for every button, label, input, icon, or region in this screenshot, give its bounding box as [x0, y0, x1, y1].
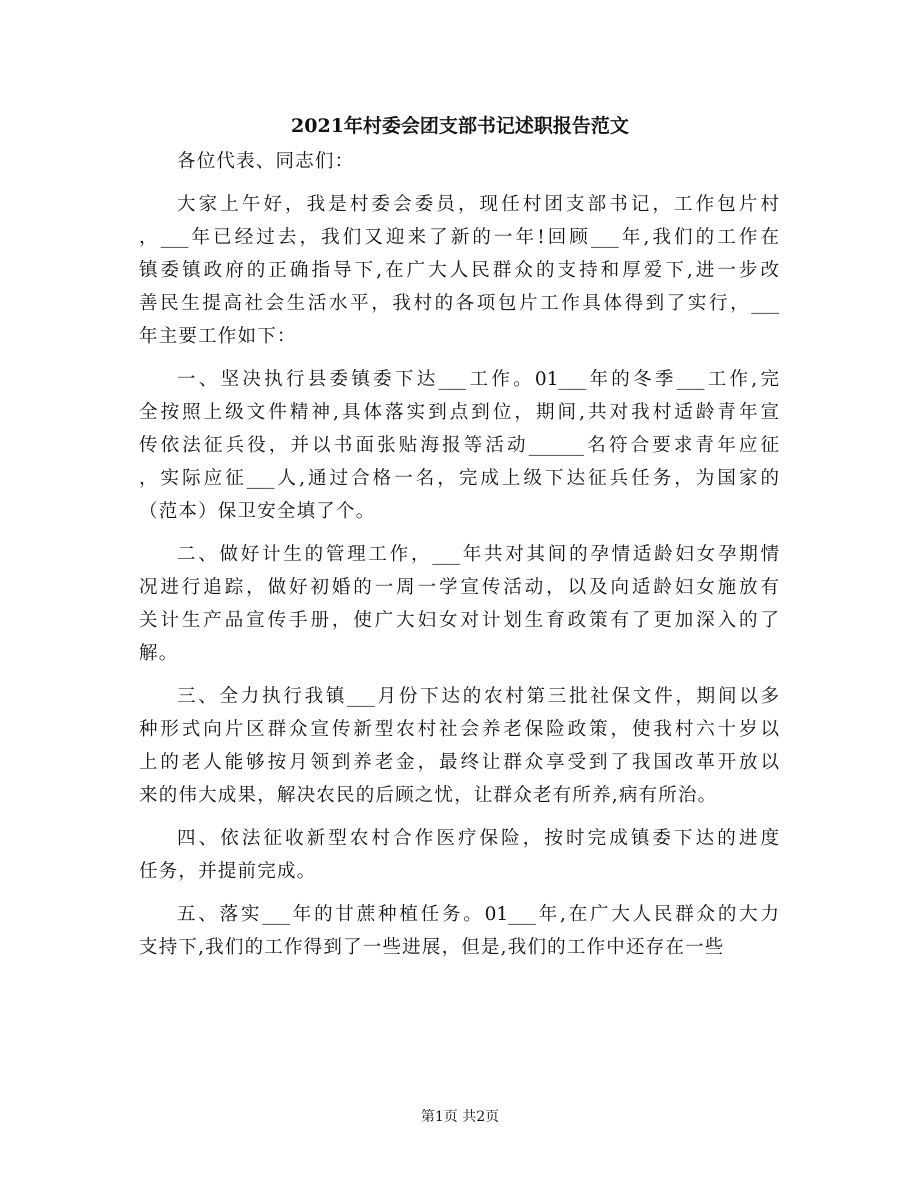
paragraph-line: 三、全力执行我镇___月份下达的农村第三批社保文件，期间以多: [177, 686, 779, 707]
paragraph: [139, 145, 779, 178]
paragraph-gap: [139, 888, 779, 898]
paragraph: [139, 363, 779, 528]
paragraph-line: 上的老人能够按月领到养老金，最终让群众享受到了我国改革开放以: [139, 752, 779, 773]
paragraph-line: 支持下,我们的工作得到了一些进展，但是,我们的工作中还存在一些: [139, 937, 725, 958]
paragraph: [139, 188, 779, 353]
paragraph-line: 善民生提高社会生活水平，我村的各项包片工作具体得到了实行，___: [139, 293, 779, 314]
paragraph-line: 关计生产品宣传手册，使广大妇女对计划生育政策有了更加深入的了: [139, 610, 779, 631]
paragraph-gap: [139, 528, 779, 538]
paragraph-gap: [139, 178, 779, 188]
paragraph: [139, 538, 779, 670]
paragraph-line: （范本）保卫安全填了个。: [139, 501, 376, 522]
paragraph: [139, 898, 779, 964]
paragraph-line: 传依法征兵役，并以书面张贴海报等活动______名符合要求青年应征: [139, 435, 779, 456]
paragraph-line: 解。: [139, 643, 179, 664]
paragraph-line: 全按照上级文件精神,具体落实到点到位，期间,共对我村适龄青年宣: [139, 402, 779, 423]
paragraph-line: 来的伟大成果，解决农民的后顾之忧，让群众老有所养,病有所治。: [139, 785, 718, 806]
document-body: [139, 145, 779, 964]
paragraph-line: 况进行追踪，做好初婚的一周一学宣传活动，以及向适龄妇女施放有: [139, 577, 779, 598]
paragraph-line: 年主要工作如下：: [139, 326, 297, 347]
paragraph-gap: [139, 812, 779, 822]
paragraph-line: 大家上午好，我是村委会委员，现任村团支部书记，工作包片村: [177, 194, 779, 215]
paragraph-line: 一、坚决执行县委镇委下达___工作。01___年的冬季___工作,完: [177, 369, 779, 390]
paragraph-line: 镇委镇政府的正确指导下,在广大人民群众的支持和厚爱下,进一步改: [139, 260, 779, 281]
paragraph-line: 种形式向片区群众宣传新型农村社会养老保险政策，使我村六十岁以: [139, 719, 779, 740]
paragraph-line: 二、做好计生的管理工作，___年共对其间的孕情适龄妇女孕期情: [177, 544, 779, 565]
paragraph: [139, 822, 779, 888]
paragraph-gap: [139, 353, 779, 363]
paragraph-line: 五、落实___年的甘蔗种植任务。01___年,在广大人民群众的大力: [177, 904, 779, 925]
paragraph-line: 各位代表、同志们：: [177, 151, 355, 172]
paragraph-line: 任务，并提前完成。: [139, 861, 317, 882]
paragraph-line: ，___年已经过去，我们又迎来了新的一年!回顾___年,我们的工作在: [139, 227, 779, 248]
paragraph-gap: [139, 670, 779, 680]
page-number: 第1页 共2页: [420, 1109, 500, 1125]
document-title: 2021年村委会团支部书记述职报告范文: [291, 115, 629, 137]
paragraph-line: 四、依法征收新型农村合作医疗保险，按时完成镇委下达的进度: [177, 828, 779, 849]
paragraph: [139, 680, 779, 812]
paragraph-line: ，实际应征___人,通过合格一名，完成上级下达征兵任务，为国家的: [139, 468, 779, 489]
